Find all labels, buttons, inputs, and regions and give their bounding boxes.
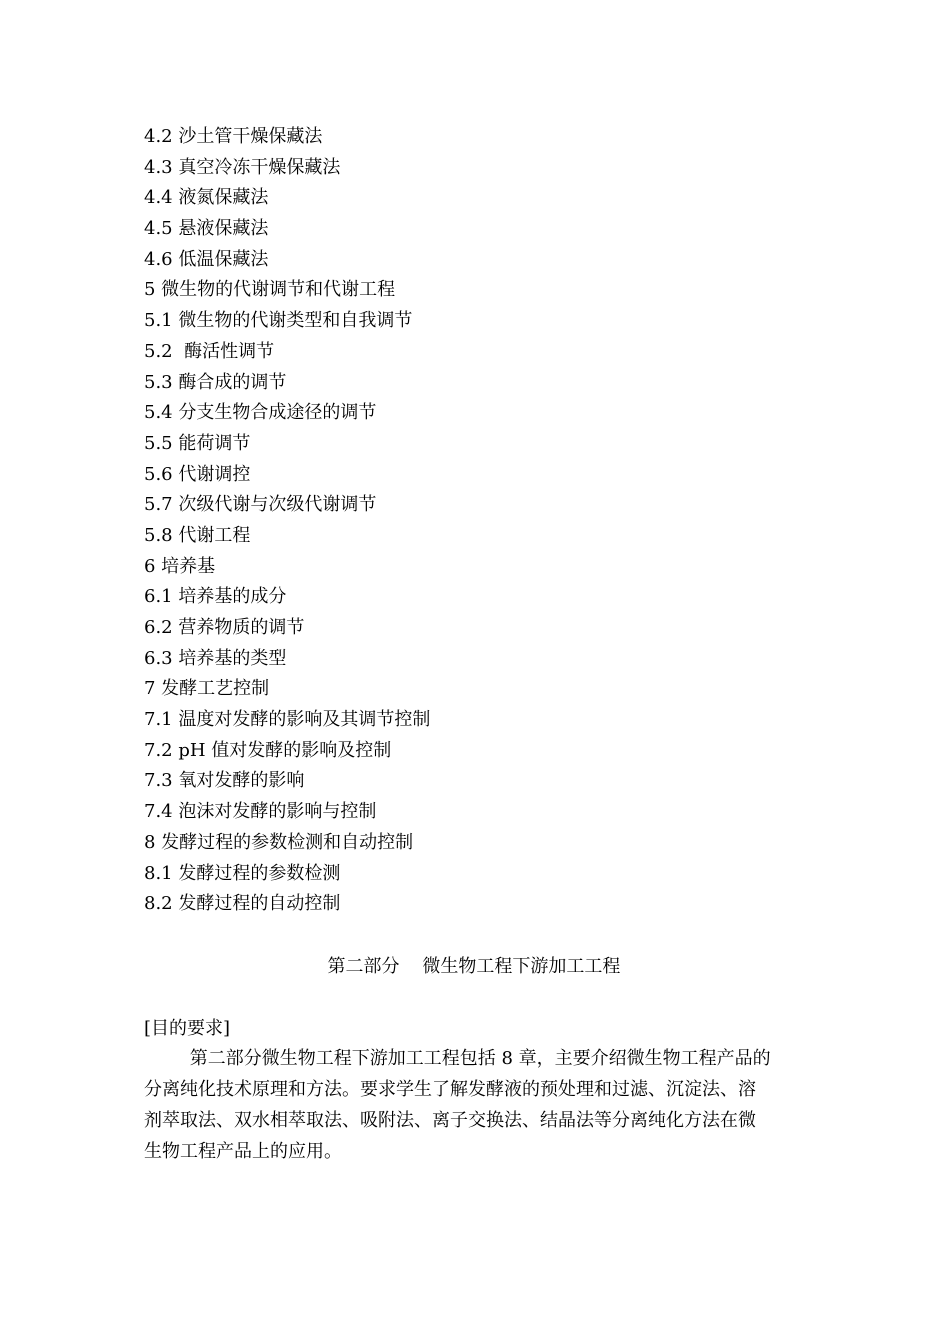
paragraph-line: 分离纯化技术原理和方法。要求学生了解发酵液的预处理和过滤、沉淀法、溶 [144,1079,756,1100]
paragraph-line: 剂萃取法、双水相萃取法、吸附法、离子交换法、结晶法等分离纯化方法在微 [144,1110,756,1131]
paragraph-line: 第二部分微生物工程下游加工工程包括 8 章，主要介绍微生物工程产品的 [144,1048,771,1069]
toc-item: 7.3 氧对发酵的影响 [144,770,305,792]
toc-item: 6 培养基 [144,555,216,577]
toc-item: 4.2 沙土管干燥保藏法 [144,126,323,147]
toc-item: 7.2 pH 值对发酵的影响及控制 [144,739,392,761]
toc-item: 7.4 泡沫对发酵的影响与控制 [144,801,377,823]
toc-item: 7 发酵工艺控制 [144,678,270,700]
toc-item: 6.2 营养物质的调节 [144,617,305,638]
toc-item: 5.1 微生物的代谢类型和自我调节 [144,310,413,332]
toc-item: 6.3 培养基的类型 [144,647,287,669]
toc-item: 5.5 能荷调节 [144,432,251,454]
body-paragraph [144,1043,796,1167]
toc-item: 4.3 真空冷冻干燥保藏法 [144,156,341,178]
toc-item: 6.1 培养基的成分 [144,586,287,608]
paragraph-line: 生物工程产品上的应用。 [144,1141,342,1162]
toc-item: 4.6 低温保藏法 [144,248,269,270]
toc-item: 8 发酵过程的参数检测和自动控制 [144,831,414,853]
toc-item: 8.1 发酵过程的参数检测 [144,862,341,884]
table-of-contents [144,122,804,920]
toc-item: 5.7 次级代谢与次级代谢调节 [144,494,377,516]
toc-item: 4.5 悬液保藏法 [144,218,269,240]
toc-item: 8.2 发酵过程的自动控制 [144,893,341,915]
toc-item: 4.4 液氮保藏法 [144,187,269,209]
toc-item: 5.2 酶活性调节 [144,340,275,362]
section-label: [目的要求] [144,1018,231,1039]
part-title: 第二部分 微生物工程下游加工工程 [327,956,621,977]
toc-item: 7.1 温度对发酵的影响及其调节控制 [144,709,431,731]
toc-item: 5.6 代谢调控 [144,463,251,485]
toc-item: 5.4 分支生物合成途径的调节 [144,402,377,424]
toc-item: 5.3 酶合成的调节 [144,371,287,393]
toc-item: 5.8 代谢工程 [144,524,251,546]
toc-item: 5 微生物的代谢调节和代谢工程 [144,279,396,301]
